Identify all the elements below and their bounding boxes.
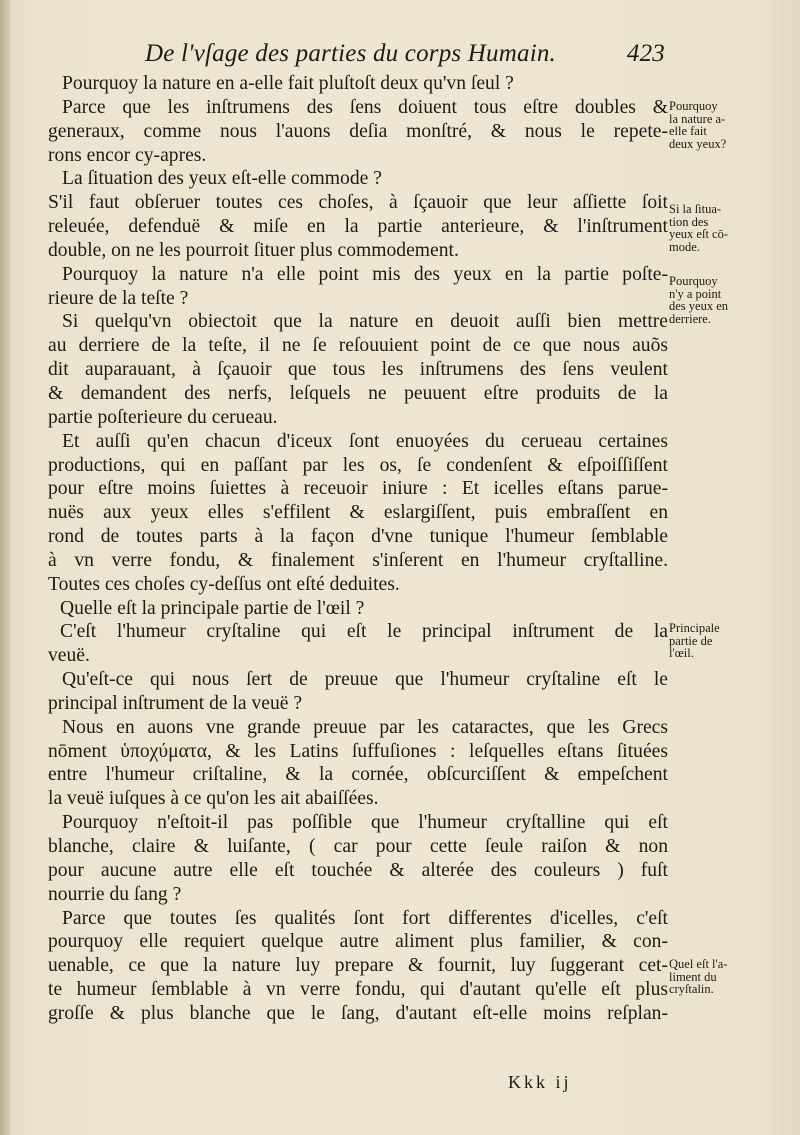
text-line: nuës aux yeux elles s'effilent & eslargiſſent, puis embraſſent en bbox=[48, 502, 668, 524]
margin-note: Pourquoy la nature a- elle fait deux yeux? bbox=[669, 99, 727, 151]
text-line: uenable, ce que la nature luy prepare & fournit, luy ſuggerant cet- bbox=[48, 955, 668, 977]
page-gutter bbox=[0, 0, 10, 1135]
question-line: Qu'eſt-ce qui nous ſert de preuue que l'humeur cryſtaline eſt le bbox=[62, 669, 668, 691]
text-line: la veuë iuſques à ce qu'on les ait abaiſſées. bbox=[48, 788, 379, 810]
question-line: rieure de la teſte ? bbox=[48, 287, 189, 309]
question-line: La ſituation des yeux eſt-elle commode ? bbox=[62, 168, 382, 190]
question-line: nourrie du ſang ? bbox=[48, 883, 182, 905]
text-line: te humeur ſemblable à vn verre fondu, qui d'autant qu'elle eſt plus bbox=[48, 979, 668, 1001]
text-line: groſſe & plus blanche que le ſang, d'autant eſt-elle moins reſplan- bbox=[48, 1002, 668, 1024]
text-line: entre l'humeur criſtaline, & la cornée, obſcurciſſent & empeſchent bbox=[48, 764, 668, 786]
text-line: veuë. bbox=[48, 645, 90, 667]
question-line: Pourquoy la nature n'a elle point mis des yeux en la partie poſte- bbox=[62, 263, 668, 285]
question-line: principal inſtrument de la veuë ? bbox=[48, 692, 303, 714]
text-line: partie poſterieure du cerueau. bbox=[48, 406, 278, 428]
text-line: à vn verre fondu, & finalement s'inſerent en l'humeur cryſtalline. bbox=[48, 549, 668, 571]
text-line: & demandent des nerfs, leſquels ne peuuent eſtre produits de la bbox=[48, 382, 668, 404]
page-number: 423 bbox=[626, 40, 665, 67]
text-line: S'il faut obſeruer toutes ces choſes, à ſçauoir que leur aſſiette ſoit bbox=[48, 192, 668, 214]
text-line: nōment ὑποχύματα, & les Latins ſuffuſiones : leſquelles eſtans ſituées bbox=[48, 740, 668, 762]
text-line: au derriere de la teſte, il ne ſe reſouuient point de ce que nous auõs bbox=[48, 335, 668, 357]
text-line: Et auſſi qu'en chacun d'iceux ſont enuoyées du cerueau certaines bbox=[62, 430, 668, 452]
text-line: dit auparauant, à ſçauoir que tous les inſtrumens des ſens veulent bbox=[48, 359, 668, 381]
question-line: pour aucune autre elle eſt touchée & alterée des couleurs ) fuſt bbox=[48, 859, 668, 881]
question-line: blanche, claire & luiſante, ( car pour cette ſeule raiſon & non bbox=[48, 836, 668, 857]
text-line: rons encor cy-apres. bbox=[48, 144, 207, 166]
margin-note: Pourquoy n'y a point des yeux en derriere. bbox=[669, 274, 729, 326]
text-line: releuée, defenduë & miſe en la partie anterieure, & l'inſtrument bbox=[48, 216, 668, 238]
margin-note: Si la ſitua- tion des yeux eſt cō- mode. bbox=[669, 202, 729, 254]
text-line: double, on ne les pourroit ſituer plus commodement. bbox=[48, 239, 459, 261]
running-title: De l'vſage des parties du corps Humain. bbox=[145, 40, 557, 67]
catchword: Kkk ij bbox=[508, 1072, 572, 1092]
question-line: Quelle eſt la principale partie de l'œil ? bbox=[60, 597, 365, 619]
text-line: pourquoy elle requiert quelque autre aliment plus familier, & con- bbox=[48, 931, 668, 953]
running-header bbox=[145, 40, 665, 72]
text-line: Parce que les inſtrumens des ſens doiuent tous eſtre doubles & bbox=[62, 96, 668, 118]
text-line: C'eſt l'humeur cryſtaline qui eſt le principal inſtrument de la bbox=[60, 621, 668, 643]
text-line: generaux, comme nous l'auons deſia monſtré, & nous le repete- bbox=[48, 120, 668, 142]
text-line: pour eſtre moins ſuiettes à receuoir iniure : Et icelles eſtans parue- bbox=[48, 478, 668, 500]
question-line: Pourquoy n'eſtoit-il pas poſſible que l'humeur cryſtalline qui eſt bbox=[62, 812, 668, 834]
margin-note: Principale partie de l'œil. bbox=[669, 621, 720, 660]
text-line: Si quelqu'vn obiectoit que la nature en deuoit auſſi bien mettre bbox=[62, 311, 668, 333]
text-line: Toutes ces choſes cy-deſſus ont eſté deduites. bbox=[48, 573, 400, 595]
body-text bbox=[48, 72, 668, 1026]
text-line: Parce que toutes ſes qualités ſont fort differentes d'icelles, c'eſt bbox=[62, 907, 668, 929]
text-line: Nous en auons vne grande preuue par les cataractes, que les Grecs bbox=[62, 716, 668, 738]
question-line: Pourquoy la nature en a-elle fait pluſtoſt deux qu'vn ſeul ? bbox=[62, 73, 514, 94]
text-line: productions, qui en paſſant par les os, ſe condenſent & eſpoiſſiſſent bbox=[48, 454, 668, 476]
margin-note: Quel eſt l'a- liment du cryſtalin. bbox=[669, 957, 728, 996]
text-line: rond de toutes parts à la façon d'vne tunique l'humeur ſemblable bbox=[48, 526, 668, 548]
